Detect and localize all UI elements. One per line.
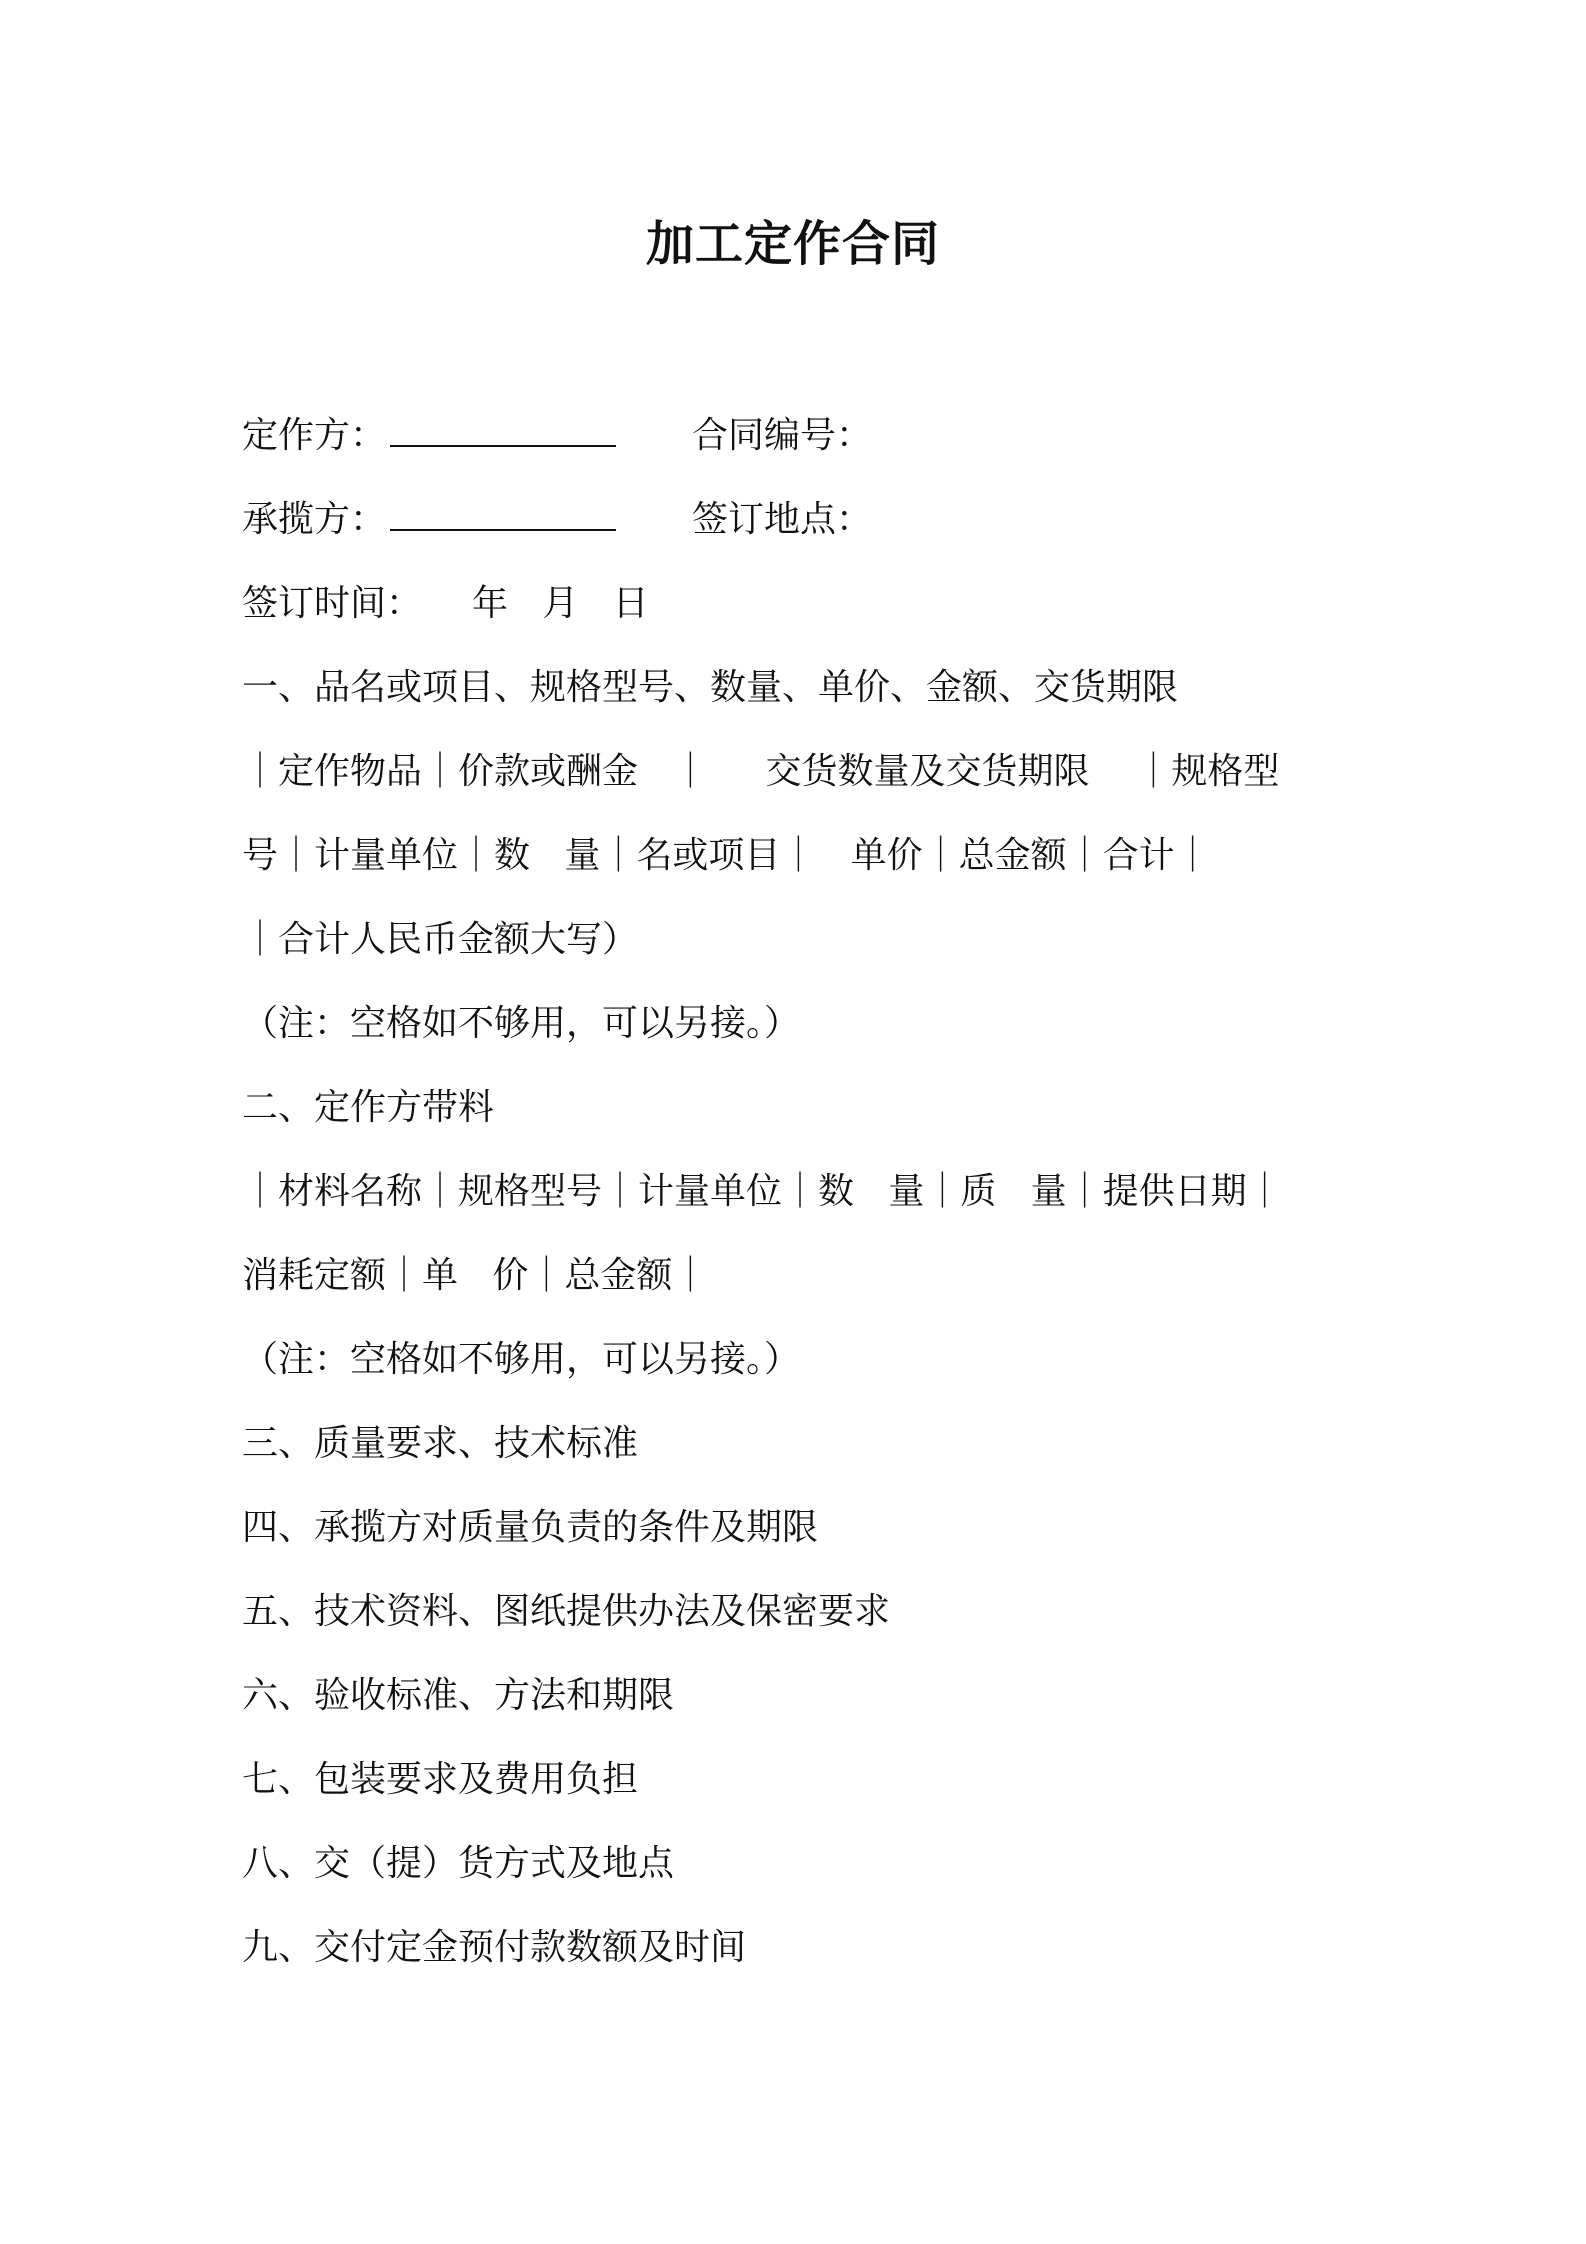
contract-no-label: 合同编号： [692,415,873,456]
section-1-note: （注：空格如不够用，可以另接。） [242,1003,801,1044]
section-1-table-line-2: 号｜计量单位｜数 量｜名或项目｜ 单价｜总金额｜合计｜ [242,835,1211,876]
section-1-table-line-3: ｜合计人民币金额大写） [242,919,639,960]
section-1-title: 一、品名或项目、规格型号、数量、单价、金额、交货期限 [242,667,1179,708]
section-1-table-line-1: ｜定作物品｜价款或酬金 ｜ 交货数量及交货期限 ｜规格型 [242,751,1280,792]
section-7-title: 七、包装要求及费用负担 [242,1759,639,1800]
section-9-title: 九、交付定金预付款数额及时间 [242,1927,747,1968]
ordering-party-label: 定作方： [242,415,387,456]
contractor-label: 承揽方： [242,499,387,540]
section-5-title: 五、技术资料、图纸提供办法及保密要求 [242,1591,891,1632]
section-3-title: 三、质量要求、技术标准 [242,1423,639,1464]
contractor-blank[interactable] [390,499,616,531]
section-6-title: 六、验收标准、方法和期限 [242,1675,675,1716]
section-2-table-line-2: 消耗定额｜单 价｜总金额｜ [242,1255,709,1296]
document-title: 加工定作合同 [645,216,940,272]
section-2-note: （注：空格如不够用，可以另接。） [242,1339,801,1380]
section-2-title: 二、定作方带料 [242,1087,495,1128]
section-4-title: 四、承揽方对质量负责的条件及期限 [242,1507,819,1548]
signing-time-label: 签订时间： [242,583,423,624]
signing-time-fields: 年 月 日 [472,583,649,624]
ordering-party-row [242,410,616,462]
contractor-row [242,494,616,546]
ordering-party-blank[interactable] [390,415,616,447]
signing-time-row [242,578,649,630]
section-8-title: 八、交（提）货方式及地点 [242,1843,675,1884]
section-2-table-line-1: ｜材料名称｜规格型号｜计量单位｜数 量｜质 量｜提供日期｜ [242,1171,1283,1212]
signing-place-label: 签订地点： [692,499,873,540]
